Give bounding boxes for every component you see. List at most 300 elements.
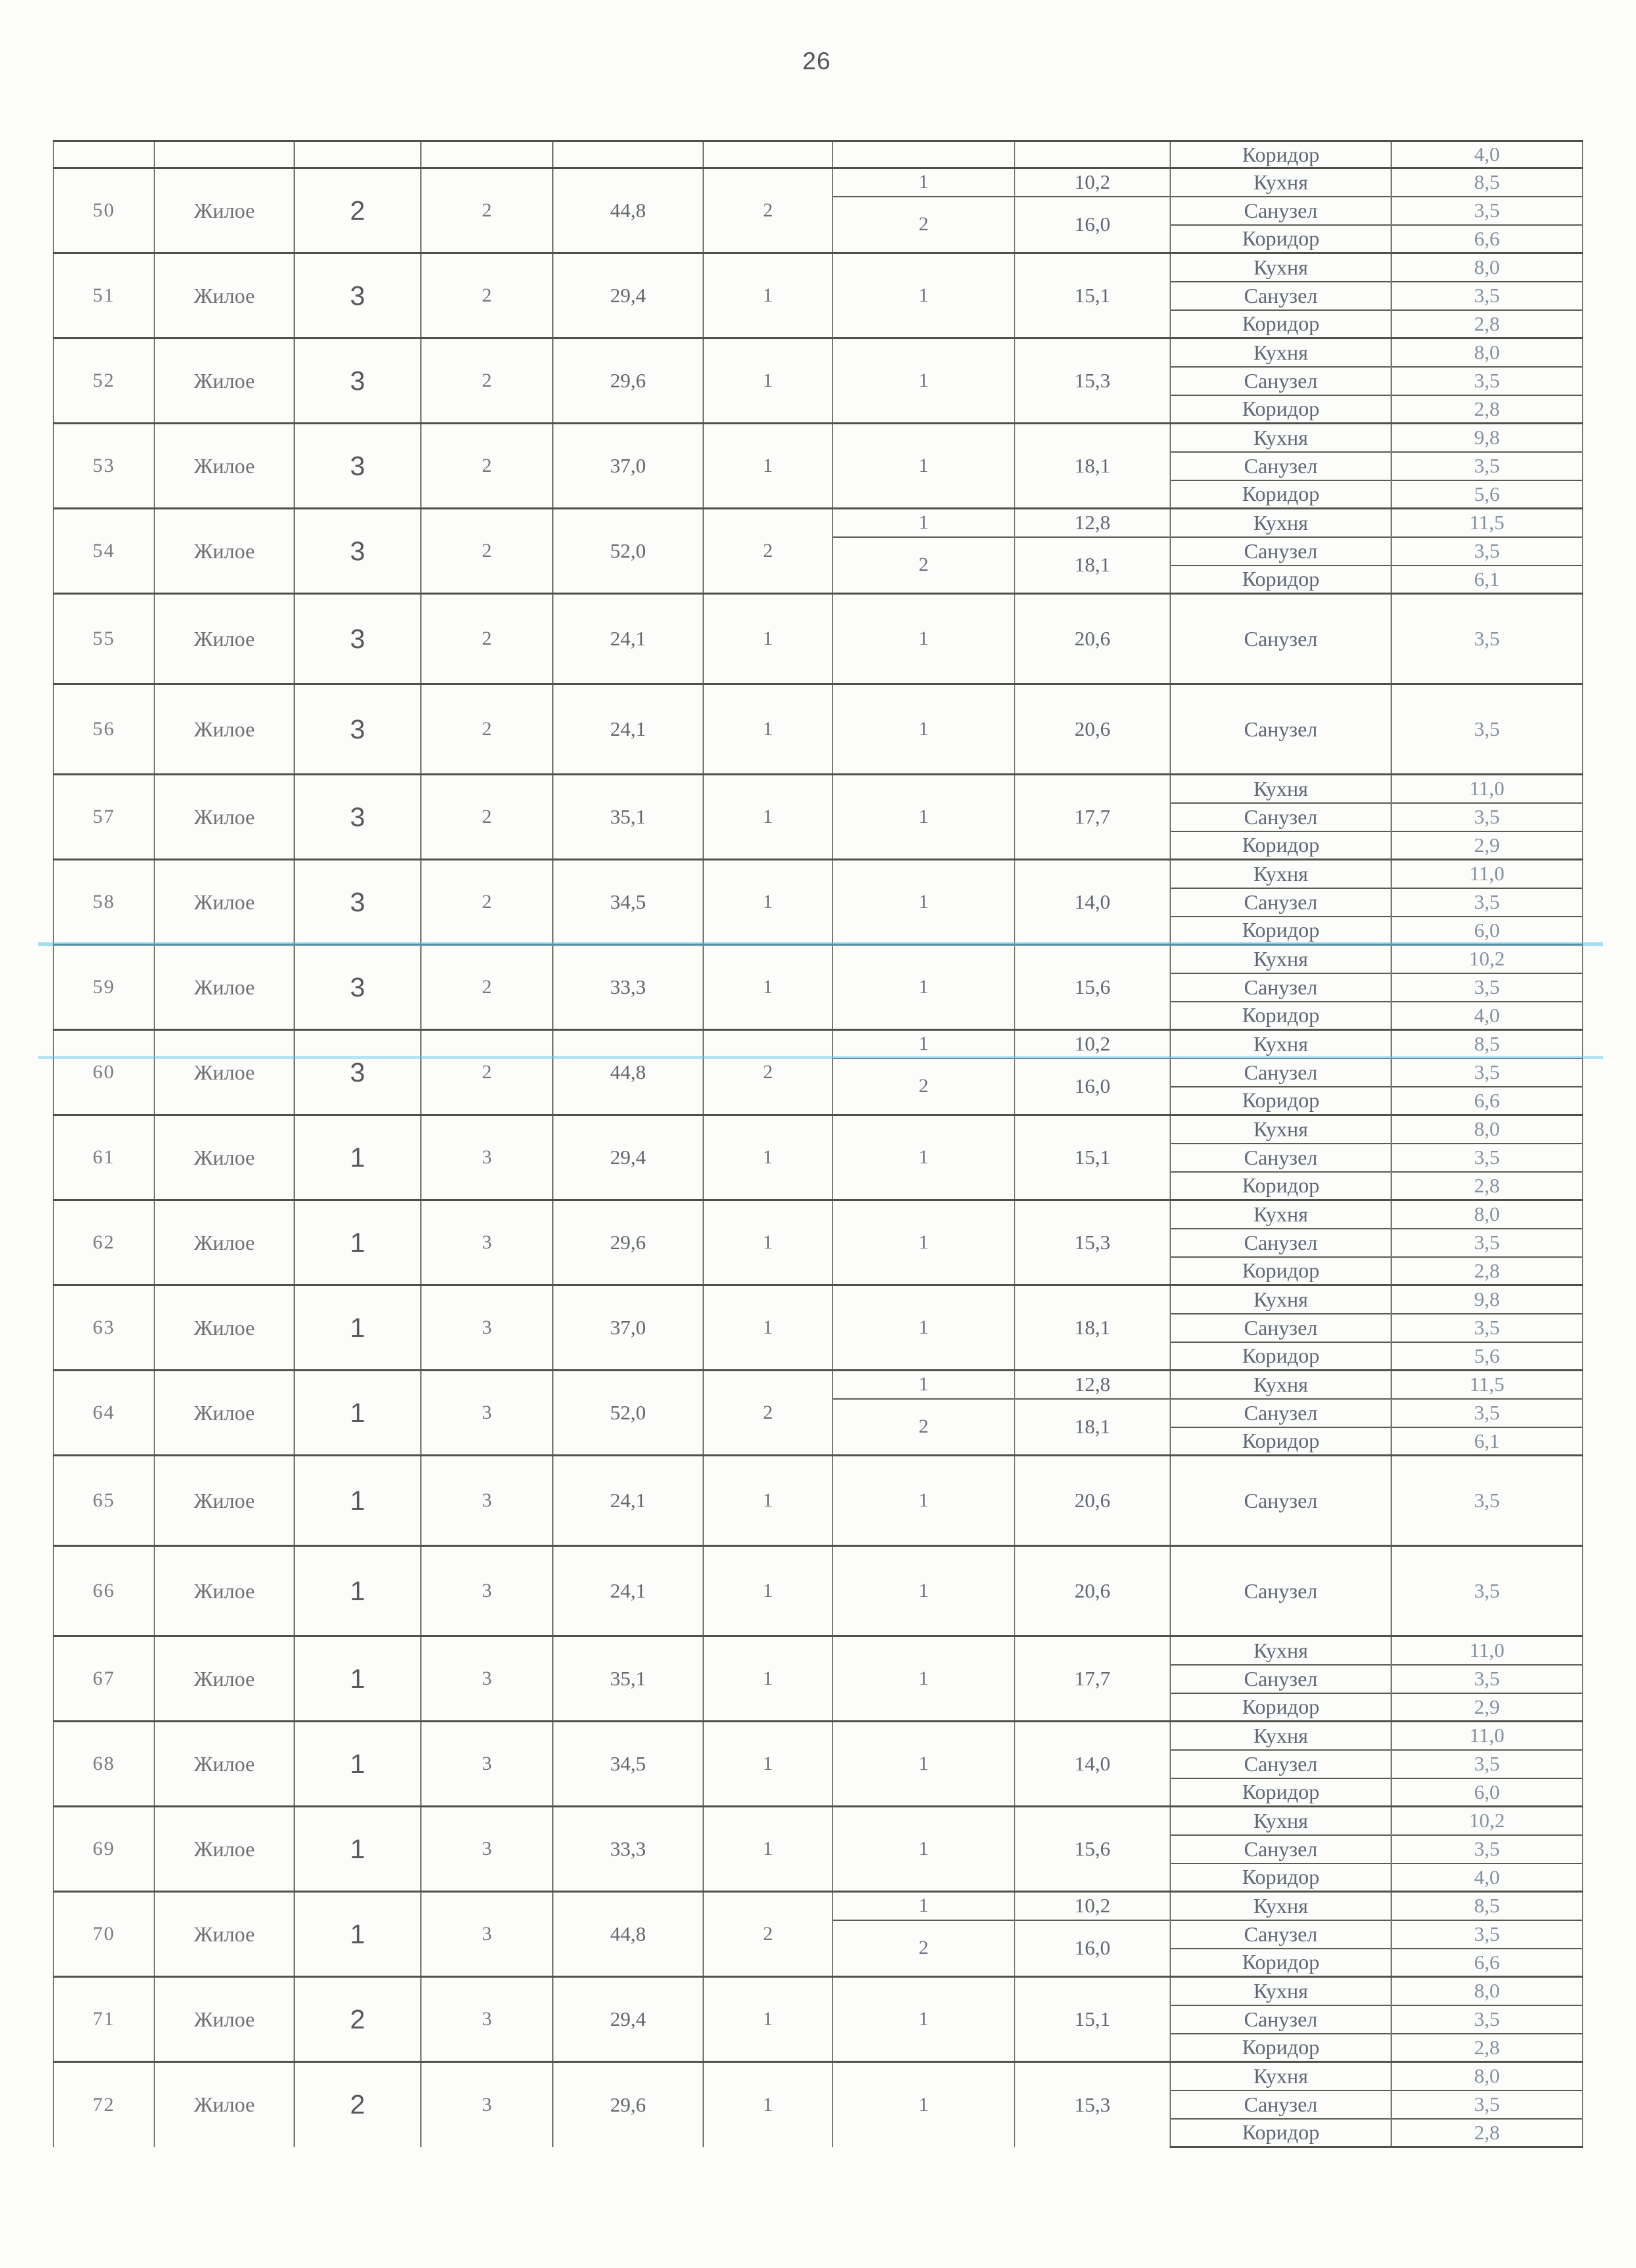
apt-num-cell: 60 (53, 1030, 154, 1115)
apt-floor-cell: 2 (421, 509, 553, 594)
apt-entrance-cell: 3 (294, 424, 421, 509)
apartment-row (53, 1115, 1583, 1144)
apt-rooms-count-cell (703, 141, 833, 168)
living-room-area-cell: 18,1 (1015, 424, 1170, 509)
aux-room-name-cell: Санузел (1170, 197, 1391, 225)
living-room-area-cell: 12,8 (1015, 1371, 1170, 1399)
apartment-row (53, 945, 1583, 973)
apt-num-cell: 69 (53, 1807, 154, 1892)
apt-num-cell: 54 (53, 509, 154, 594)
apt-entrance-cell: 2 (294, 168, 421, 253)
aux-room-name-cell: Санузел (1170, 282, 1391, 310)
living-room-area-cell: 12,8 (1015, 509, 1170, 537)
aux-room-area-cell: 2,8 (1391, 395, 1583, 424)
apartment-row (53, 1892, 1583, 1920)
apartment-row (53, 168, 1583, 197)
apartment-row (53, 1546, 1583, 1636)
apartment-row (53, 1371, 1583, 1399)
apartment-row (53, 1807, 1583, 1835)
apt-total-area-cell: 29,6 (553, 1200, 703, 1285)
aux-room-area-cell: 2,8 (1391, 1257, 1583, 1285)
apt-total-area-cell: 35,1 (553, 1636, 703, 1722)
aux-room-area-cell: 3,5 (1391, 1229, 1583, 1257)
apt-floor-cell: 2 (421, 860, 553, 945)
apt-entrance-cell: 1 (294, 1456, 421, 1546)
aux-room-area-cell: 6,1 (1391, 566, 1583, 594)
aux-room-name-cell: Кухня (1170, 1807, 1391, 1835)
aux-room-name-cell: Коридор (1170, 225, 1391, 253)
apt-purpose-cell: Жилое (154, 775, 294, 860)
living-room-index-cell: 1 (833, 1546, 1015, 1636)
apt-purpose-cell: Жилое (154, 1977, 294, 2062)
apt-num-cell: 50 (53, 168, 154, 253)
aux-room-name-cell: Коридор (1170, 1172, 1391, 1200)
aux-room-area-cell: 3,5 (1391, 1144, 1583, 1172)
apt-total-area-cell: 44,8 (553, 1892, 703, 1977)
apt-total-area-cell: 33,3 (553, 945, 703, 1030)
apt-entrance-cell: 1 (294, 1892, 421, 1977)
apartment-row (53, 860, 1583, 888)
apt-purpose-cell: Жилое (154, 1456, 294, 1546)
apt-total-area-cell: 29,6 (553, 339, 703, 424)
aux-room-name-cell: Санузел (1170, 1229, 1391, 1257)
living-room-area-cell: 18,1 (1015, 1285, 1170, 1371)
aux-room-name-cell: Коридор (1170, 480, 1391, 509)
apartment-row (53, 775, 1583, 803)
aux-room-name-cell: Кухня (1170, 1371, 1391, 1399)
aux-room-area-cell: 4,0 (1391, 1863, 1583, 1892)
aux-room-name-cell: Кухня (1170, 509, 1391, 537)
apt-num-cell: 65 (53, 1456, 154, 1546)
aux-room-name-cell: Кухня (1170, 775, 1391, 803)
apt-purpose-cell: Жилое (154, 860, 294, 945)
apartment-row (53, 684, 1583, 775)
aux-room-name-cell: Коридор (1170, 1087, 1391, 1115)
aux-room-area-cell: 3,5 (1391, 197, 1583, 225)
apt-floor-cell: 3 (421, 1977, 553, 2062)
living-room-area-cell: 18,1 (1015, 1399, 1170, 1456)
apt-total-area-cell: 24,1 (553, 1546, 703, 1636)
apt-entrance-cell: 1 (294, 1722, 421, 1807)
apt-purpose-cell: Жилое (154, 509, 294, 594)
aux-room-name-cell: Коридор (1170, 1342, 1391, 1371)
apt-num-cell: 62 (53, 1200, 154, 1285)
apt-purpose-cell: Жилое (154, 945, 294, 1030)
apt-purpose-cell: Жилое (154, 684, 294, 775)
living-room-area-cell: 16,0 (1015, 1920, 1170, 1977)
aux-room-area-cell: 8,0 (1391, 2062, 1583, 2090)
aux-room-name-cell: Санузел (1170, 2005, 1391, 2034)
apt-num-cell: 57 (53, 775, 154, 860)
apt-floor-cell: 2 (421, 775, 553, 860)
aux-room-name-cell: Кухня (1170, 2062, 1391, 2090)
aux-room-name-cell: Коридор (1170, 1863, 1391, 1892)
living-room-index-cell: 1 (833, 1115, 1015, 1200)
aux-room-area-cell: 9,8 (1391, 1285, 1583, 1314)
apt-rooms-count-cell: 1 (703, 1456, 833, 1546)
aux-room-name-cell: Коридор (1170, 1949, 1391, 1977)
apt-rooms-count-cell: 2 (703, 1371, 833, 1456)
aux-room-name-cell: Коридор (1170, 566, 1391, 594)
aux-room-name-cell: Санузел (1170, 452, 1391, 480)
aux-room-name-cell: Коридор (1170, 2034, 1391, 2062)
aux-room-area-cell: 3,5 (1391, 1399, 1583, 1427)
aux-room-area-cell: 2,8 (1391, 1172, 1583, 1200)
aux-room-name-cell: Коридор (1170, 831, 1391, 860)
apt-rooms-count-cell: 1 (703, 594, 833, 684)
apt-num-cell: 59 (53, 945, 154, 1030)
living-room-index-cell: 1 (833, 945, 1015, 1030)
aux-room-name-cell: Коридор (1170, 310, 1391, 339)
aux-room-area-cell: 3,5 (1391, 367, 1583, 395)
aux-room-area-cell: 8,5 (1391, 1030, 1583, 1058)
apt-total-area-cell: 29,4 (553, 1977, 703, 2062)
apt-rooms-count-cell: 2 (703, 1892, 833, 1977)
apt-floor-cell: 3 (421, 1722, 553, 1807)
living-room-index-cell: 1 (833, 1807, 1015, 1892)
aux-room-area-cell: 10,2 (1391, 945, 1583, 973)
aux-room-area-cell: 3,5 (1391, 973, 1583, 1002)
aux-room-area-cell: 8,0 (1391, 1115, 1583, 1144)
apt-num-cell (53, 141, 154, 168)
apt-entrance-cell: 2 (294, 2062, 421, 2147)
apt-total-area-cell: 29,6 (553, 2062, 703, 2147)
apt-total-area-cell: 29,4 (553, 1115, 703, 1200)
aux-room-name-cell: Коридор (1170, 1002, 1391, 1030)
aux-room-name-cell: Кухня (1170, 1200, 1391, 1229)
living-room-area-cell (1015, 141, 1170, 168)
apt-num-cell: 71 (53, 1977, 154, 2062)
apt-total-area-cell: 24,1 (553, 684, 703, 775)
aux-room-name-cell: Санузел (1170, 803, 1391, 831)
aux-room-area-cell: 8,0 (1391, 1200, 1583, 1229)
aux-room-area-cell: 6,6 (1391, 1087, 1583, 1115)
apt-num-cell: 56 (53, 684, 154, 775)
aux-room-area-cell: 6,1 (1391, 1427, 1583, 1456)
apt-purpose-cell: Жилое (154, 1371, 294, 1456)
aux-room-name-cell: Коридор (1170, 1778, 1391, 1807)
aux-room-name-cell: Санузел (1170, 888, 1391, 917)
living-room-index-cell: 1 (833, 424, 1015, 509)
apt-floor-cell: 3 (421, 1456, 553, 1546)
apt-purpose-cell: Жилое (154, 1115, 294, 1200)
apt-floor-cell: 3 (421, 1285, 553, 1371)
apt-num-cell: 55 (53, 594, 154, 684)
aux-room-name-cell: Санузел (1170, 594, 1391, 684)
apt-entrance-cell: 3 (294, 775, 421, 860)
apt-floor-cell: 3 (421, 1546, 553, 1636)
apt-entrance-cell: 3 (294, 860, 421, 945)
living-room-index-cell: 1 (833, 1722, 1015, 1807)
apt-rooms-count-cell: 1 (703, 2062, 833, 2147)
aux-room-name-cell: Коридор (1170, 917, 1391, 945)
apt-floor-cell: 2 (421, 594, 553, 684)
apt-total-area-cell: 34,5 (553, 1722, 703, 1807)
aux-room-area-cell: 3,5 (1391, 803, 1583, 831)
apt-rooms-count-cell: 2 (703, 168, 833, 253)
apt-rooms-count-cell: 1 (703, 1115, 833, 1200)
aux-room-area-cell: 5,6 (1391, 1342, 1583, 1371)
living-room-area-cell: 20,6 (1015, 1456, 1170, 1546)
apt-entrance-cell: 1 (294, 1200, 421, 1285)
aux-room-area-cell: 3,5 (1391, 282, 1583, 310)
aux-room-area-cell: 3,5 (1391, 684, 1583, 775)
aux-room-area-cell: 8,0 (1391, 339, 1583, 367)
living-room-area-cell: 15,6 (1015, 945, 1170, 1030)
aux-room-area-cell: 8,0 (1391, 253, 1583, 282)
aux-room-area-cell: 8,5 (1391, 1892, 1583, 1920)
living-room-area-cell: 18,1 (1015, 537, 1170, 594)
living-room-area-cell: 15,3 (1015, 1200, 1170, 1285)
apt-purpose-cell (154, 141, 294, 168)
aux-room-name-cell: Коридор (1170, 141, 1391, 168)
apt-purpose-cell: Жилое (154, 253, 294, 339)
living-room-area-cell: 20,6 (1015, 1546, 1170, 1636)
aux-room-name-cell: Санузел (1170, 537, 1391, 566)
apt-rooms-count-cell: 1 (703, 1285, 833, 1371)
apt-total-area-cell: 35,1 (553, 775, 703, 860)
aux-room-area-cell: 3,5 (1391, 1314, 1583, 1342)
apt-rooms-count-cell: 2 (703, 1030, 833, 1115)
apt-total-area-cell: 34,5 (553, 860, 703, 945)
aux-room-area-cell: 6,6 (1391, 1949, 1583, 1977)
apt-total-area-cell: 44,8 (553, 1030, 703, 1115)
aux-room-area-cell: 3,5 (1391, 452, 1583, 480)
aux-room-area-cell: 3,5 (1391, 1920, 1583, 1949)
aux-room-area-cell: 6,0 (1391, 917, 1583, 945)
apt-num-cell: 53 (53, 424, 154, 509)
aux-room-area-cell: 3,5 (1391, 2005, 1583, 2034)
living-room-index-cell: 1 (833, 339, 1015, 424)
apt-rooms-count-cell: 1 (703, 860, 833, 945)
aux-room-name-cell: Санузел (1170, 1835, 1391, 1863)
apt-num-cell: 70 (53, 1892, 154, 1977)
aux-room-area-cell: 11,0 (1391, 775, 1583, 803)
aux-room-area-cell: 2,9 (1391, 831, 1583, 860)
living-room-index-cell: 1 (833, 509, 1015, 537)
living-room-area-cell: 15,3 (1015, 2062, 1170, 2147)
aux-room-area-cell: 4,0 (1391, 141, 1583, 168)
aux-room-area-cell: 6,0 (1391, 1778, 1583, 1807)
apartments-table (53, 140, 1583, 2148)
aux-room-area-cell: 3,5 (1391, 2090, 1583, 2119)
apt-num-cell: 58 (53, 860, 154, 945)
aux-room-name-cell: Коридор (1170, 2119, 1391, 2147)
aux-room-area-cell: 11,0 (1391, 860, 1583, 888)
living-room-index-cell: 1 (833, 684, 1015, 775)
apt-floor-cell: 2 (421, 684, 553, 775)
apartment-row (53, 253, 1583, 282)
apt-purpose-cell: Жилое (154, 1200, 294, 1285)
apt-num-cell: 64 (53, 1371, 154, 1456)
apartment-row (53, 1456, 1583, 1546)
living-room-index-cell: 1 (833, 168, 1015, 197)
apt-entrance-cell: 3 (294, 945, 421, 1030)
apt-floor-cell: 2 (421, 945, 553, 1030)
apt-entrance-cell: 1 (294, 1285, 421, 1371)
apt-rooms-count-cell: 1 (703, 1807, 833, 1892)
aux-room-name-cell: Санузел (1170, 1665, 1391, 1693)
aux-room-name-cell: Санузел (1170, 684, 1391, 775)
living-room-area-cell: 16,0 (1015, 1058, 1170, 1115)
apt-total-area-cell: 33,3 (553, 1807, 703, 1892)
aux-room-name-cell: Коридор (1170, 1693, 1391, 1722)
apartment-row (53, 594, 1583, 684)
apt-floor-cell: 3 (421, 1371, 553, 1456)
living-room-area-cell: 15,1 (1015, 253, 1170, 339)
living-room-index-cell: 2 (833, 197, 1015, 253)
apt-purpose-cell: Жилое (154, 339, 294, 424)
aux-room-name-cell: Санузел (1170, 1920, 1391, 1949)
apt-rooms-count-cell: 1 (703, 684, 833, 775)
apt-total-area-cell: 52,0 (553, 1371, 703, 1456)
aux-room-area-cell: 2,8 (1391, 2119, 1583, 2147)
aux-room-area-cell: 5,6 (1391, 480, 1583, 509)
aux-room-name-cell: Санузел (1170, 1058, 1391, 1087)
aux-room-name-cell: Кухня (1170, 1285, 1391, 1314)
living-room-area-cell: 14,0 (1015, 860, 1170, 945)
living-room-index-cell: 1 (833, 1030, 1015, 1058)
aux-room-name-cell: Санузел (1170, 973, 1391, 1002)
aux-room-name-cell: Кухня (1170, 1977, 1391, 2005)
aux-room-area-cell: 2,8 (1391, 310, 1583, 339)
apartment-row (53, 424, 1583, 452)
apt-floor-cell: 3 (421, 1892, 553, 1977)
apartment-row (53, 1030, 1583, 1058)
living-room-index-cell: 1 (833, 253, 1015, 339)
living-room-area-cell: 15,6 (1015, 1807, 1170, 1892)
apt-rooms-count-cell: 1 (703, 1636, 833, 1722)
apt-num-cell: 61 (53, 1115, 154, 1200)
living-room-area-cell: 17,7 (1015, 1636, 1170, 1722)
apt-floor-cell: 3 (421, 1807, 553, 1892)
aux-room-name-cell: Коридор (1170, 1257, 1391, 1285)
apartment-row (53, 2062, 1583, 2090)
apt-rooms-count-cell: 1 (703, 775, 833, 860)
aux-room-name-cell: Санузел (1170, 1314, 1391, 1342)
living-room-area-cell: 15,1 (1015, 1977, 1170, 2062)
apt-floor-cell: 2 (421, 253, 553, 339)
apt-num-cell: 72 (53, 2062, 154, 2147)
aux-room-name-cell: Коридор (1170, 1427, 1391, 1456)
apartment-row (53, 1285, 1583, 1314)
apt-purpose-cell: Жилое (154, 1546, 294, 1636)
apt-purpose-cell: Жилое (154, 1892, 294, 1977)
aux-room-area-cell: 4,0 (1391, 1002, 1583, 1030)
aux-room-area-cell: 11,0 (1391, 1722, 1583, 1750)
aux-room-name-cell: Санузел (1170, 2090, 1391, 2119)
aux-room-name-cell: Кухня (1170, 1115, 1391, 1144)
apt-total-area-cell: 29,4 (553, 253, 703, 339)
living-room-index-cell: 1 (833, 775, 1015, 860)
apartment-row (53, 1636, 1583, 1665)
aux-room-area-cell: 8,5 (1391, 168, 1583, 197)
page-number: 26 (802, 48, 831, 75)
aux-room-name-cell: Кухня (1170, 1030, 1391, 1058)
apt-total-area-cell: 24,1 (553, 1456, 703, 1546)
aux-room-name-cell: Санузел (1170, 1546, 1391, 1636)
aux-room-name-cell: Кухня (1170, 1636, 1391, 1665)
apt-entrance-cell: 3 (294, 594, 421, 684)
aux-room-name-cell: Санузел (1170, 1456, 1391, 1546)
apt-total-area-cell: 52,0 (553, 509, 703, 594)
apt-total-area-cell (553, 141, 703, 168)
apartment-row (53, 509, 1583, 537)
aux-room-name-cell: Санузел (1170, 1750, 1391, 1778)
living-room-index-cell: 1 (833, 594, 1015, 684)
apt-entrance-cell (294, 141, 421, 168)
aux-room-area-cell: 6,6 (1391, 225, 1583, 253)
apartment-row (53, 339, 1583, 367)
apt-floor-cell: 2 (421, 1030, 553, 1115)
aux-room-area-cell: 11,0 (1391, 1636, 1583, 1665)
apt-floor-cell: 3 (421, 1115, 553, 1200)
apt-num-cell: 67 (53, 1636, 154, 1722)
apt-entrance-cell: 1 (294, 1115, 421, 1200)
aux-room-name-cell: Санузел (1170, 1399, 1391, 1427)
apt-num-cell: 51 (53, 253, 154, 339)
apt-rooms-count-cell: 1 (703, 1546, 833, 1636)
apt-rooms-count-cell: 1 (703, 1722, 833, 1807)
aux-room-area-cell: 3,5 (1391, 888, 1583, 917)
apt-entrance-cell: 3 (294, 253, 421, 339)
apt-entrance-cell: 3 (294, 509, 421, 594)
apt-purpose-cell: Жилое (154, 424, 294, 509)
living-room-index-cell: 1 (833, 1371, 1015, 1399)
apt-floor-cell (421, 141, 553, 168)
living-room-area-cell: 20,6 (1015, 684, 1170, 775)
living-room-area-cell: 10,2 (1015, 1030, 1170, 1058)
living-room-index-cell: 2 (833, 537, 1015, 594)
aux-room-area-cell: 3,5 (1391, 1750, 1583, 1778)
apt-entrance-cell: 2 (294, 1977, 421, 2062)
aux-room-area-cell: 3,5 (1391, 594, 1583, 684)
aux-room-name-cell: Кухня (1170, 860, 1391, 888)
apartment-row (53, 1977, 1583, 2005)
apt-rooms-count-cell: 1 (703, 1977, 833, 2062)
aux-room-name-cell: Коридор (1170, 395, 1391, 424)
aux-room-name-cell: Кухня (1170, 1892, 1391, 1920)
apartment-row (53, 1200, 1583, 1229)
living-room-index-cell: 1 (833, 1285, 1015, 1371)
apartment-row (53, 1722, 1583, 1750)
apt-purpose-cell: Жилое (154, 1030, 294, 1115)
apt-rooms-count-cell: 1 (703, 945, 833, 1030)
apt-entrance-cell: 1 (294, 1807, 421, 1892)
apt-total-area-cell: 44,8 (553, 168, 703, 253)
apt-rooms-count-cell: 1 (703, 1200, 833, 1285)
living-room-area-cell: 14,0 (1015, 1722, 1170, 1807)
living-room-index-cell: 1 (833, 2062, 1015, 2147)
apt-num-cell: 63 (53, 1285, 154, 1371)
aux-room-name-cell: Санузел (1170, 367, 1391, 395)
aux-room-name-cell: Кухня (1170, 339, 1391, 367)
aux-room-area-cell: 3,5 (1391, 1546, 1583, 1636)
aux-room-name-cell: Кухня (1170, 253, 1391, 282)
apt-entrance-cell: 3 (294, 339, 421, 424)
aux-room-name-cell: Кухня (1170, 945, 1391, 973)
apt-rooms-count-cell: 1 (703, 339, 833, 424)
aux-room-area-cell: 2,8 (1391, 2034, 1583, 2062)
apt-entrance-cell: 1 (294, 1371, 421, 1456)
aux-room-name-cell: Кухня (1170, 168, 1391, 197)
apt-purpose-cell: Жилое (154, 1722, 294, 1807)
apt-floor-cell: 3 (421, 1200, 553, 1285)
apt-total-area-cell: 37,0 (553, 424, 703, 509)
living-room-index-cell (833, 141, 1015, 168)
apt-purpose-cell: Жилое (154, 1285, 294, 1371)
apt-entrance-cell: 3 (294, 684, 421, 775)
